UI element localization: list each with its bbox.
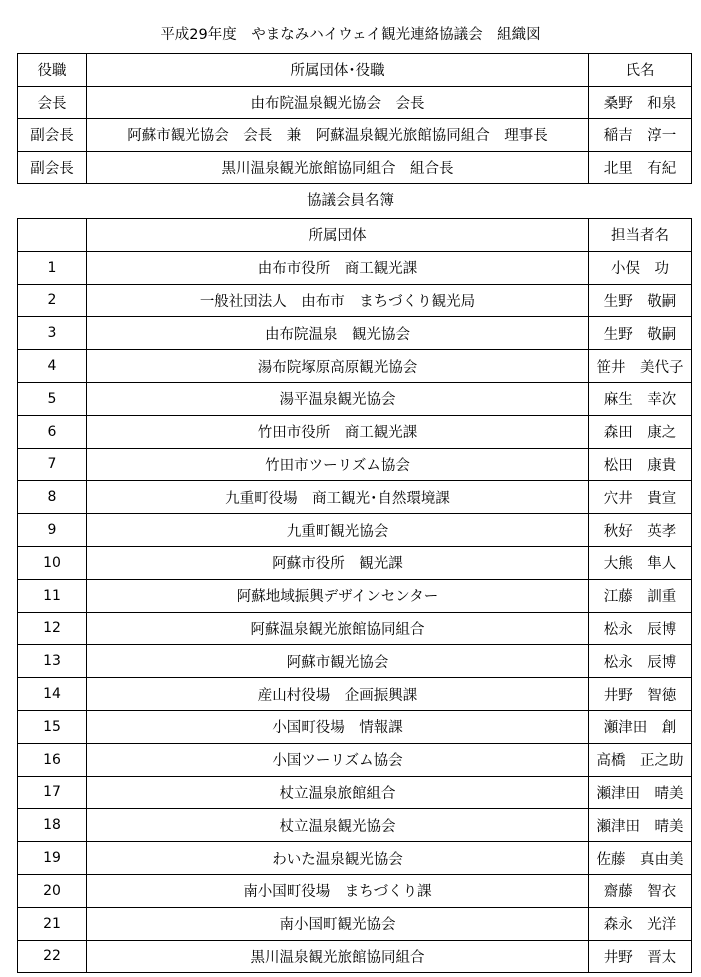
- member-contact-name: 小俣 功: [589, 251, 692, 284]
- member-org: 黒川温泉観光旅館協同組合: [87, 940, 589, 973]
- member-contact-name: 井野 智徳: [589, 678, 692, 711]
- member-org: 阿蘇市観光協会: [87, 645, 589, 678]
- member-org: 湯布院塚原高原観光協会: [87, 350, 589, 383]
- table-row: [18, 612, 692, 645]
- table-row: [18, 678, 692, 711]
- member-number: 3: [18, 317, 87, 350]
- page-title: 平成29年度 やまなみハイウェイ観光連絡協議会 組織図: [160, 27, 541, 43]
- member-number: 9: [18, 514, 87, 547]
- member-contact-name: 瀬津田 創: [589, 710, 692, 743]
- table-row: [18, 86, 692, 119]
- member-contact-name: 穴井 貴宣: [589, 481, 692, 514]
- table-row: [18, 743, 692, 776]
- officers-table: [17, 53, 692, 184]
- table-row: [18, 415, 692, 448]
- member-number: 5: [18, 382, 87, 415]
- officer-role: 会長: [18, 86, 87, 119]
- member-number: 11: [18, 579, 87, 612]
- member-contact-name: 笹井 美代子: [589, 350, 692, 383]
- member-number: 8: [18, 481, 87, 514]
- member-org: 阿蘇市役所 観光課: [87, 546, 589, 579]
- member-org: 竹田市ツーリズム協会: [87, 448, 589, 481]
- table-row: [18, 645, 692, 678]
- table-row: [18, 546, 692, 579]
- table-row: [18, 940, 692, 973]
- members-title: 協議会員名簿: [307, 193, 394, 209]
- member-number: 4: [18, 350, 87, 383]
- member-number: 12: [18, 612, 87, 645]
- member-number: 20: [18, 874, 87, 907]
- member-org: 南小国町役場 まちづくり課: [87, 874, 589, 907]
- member-number: 14: [18, 678, 87, 711]
- member-org: 阿蘇地域振興デザインセンター: [87, 579, 589, 612]
- table-row: [18, 151, 692, 184]
- member-org: 小国町役場 情報課: [87, 710, 589, 743]
- member-org: 産山村役場 企画振興課: [87, 678, 589, 711]
- officer-role: 副会長: [18, 119, 87, 152]
- member-number: 19: [18, 842, 87, 875]
- member-number: 21: [18, 907, 87, 940]
- member-contact-name: 佐藤 真由美: [589, 842, 692, 875]
- officer-org: 阿蘇市観光協会 会長 兼 阿蘇温泉観光旅館協同組合 理事長: [87, 119, 589, 152]
- officer-role: 副会長: [18, 151, 87, 184]
- member-number: 6: [18, 415, 87, 448]
- table-row: [18, 874, 692, 907]
- member-number: 1: [18, 251, 87, 284]
- table-row: [18, 251, 692, 284]
- member-org: 小国ツーリズム協会: [87, 743, 589, 776]
- table-row: [18, 579, 692, 612]
- officer-name: 北里 有紀: [589, 151, 692, 184]
- member-contact-name: 森田 康之: [589, 415, 692, 448]
- member-org: 南小国町観光協会: [87, 907, 589, 940]
- officer-org: 由布院温泉観光協会 会長: [87, 86, 589, 119]
- member-org: 九重町観光協会: [87, 514, 589, 547]
- member-org: 由布院温泉 観光協会: [87, 317, 589, 350]
- header-org-role: 所属団体･役職: [87, 54, 589, 87]
- member-org: わいた温泉観光協会: [87, 842, 589, 875]
- member-contact-name: 秋好 英孝: [589, 514, 692, 547]
- table-header-row: [18, 219, 692, 252]
- member-contact-name: 大熊 隼人: [589, 546, 692, 579]
- member-number: 22: [18, 940, 87, 973]
- member-number: 15: [18, 710, 87, 743]
- table-header-row: [18, 54, 692, 87]
- member-number: 17: [18, 776, 87, 809]
- member-contact-name: 森永 光洋: [589, 907, 692, 940]
- member-number: 13: [18, 645, 87, 678]
- member-contact-name: 生野 敬嗣: [589, 284, 692, 317]
- table-row: [18, 907, 692, 940]
- header-role: 役職: [18, 54, 87, 87]
- member-number: 7: [18, 448, 87, 481]
- table-row: [18, 481, 692, 514]
- member-number: 10: [18, 546, 87, 579]
- header-number: [18, 219, 87, 252]
- table-row: [18, 350, 692, 383]
- table-row: [18, 448, 692, 481]
- member-contact-name: 生野 敬嗣: [589, 317, 692, 350]
- member-contact-name: 麻生 幸次: [589, 382, 692, 415]
- member-number: 2: [18, 284, 87, 317]
- member-contact-name: 松永 辰博: [589, 612, 692, 645]
- table-row: [18, 776, 692, 809]
- member-org: 竹田市役所 商工観光課: [87, 415, 589, 448]
- member-contact-name: 高橋 正之助: [589, 743, 692, 776]
- header-contact-name: 担当者名: [589, 219, 692, 252]
- members-table: [17, 218, 692, 973]
- member-contact-name: 瀬津田 晴美: [589, 809, 692, 842]
- member-contact-name: 瀬津田 晴美: [589, 776, 692, 809]
- table-row: [18, 317, 692, 350]
- member-contact-name: 井野 晋太: [589, 940, 692, 973]
- table-row: [18, 710, 692, 743]
- table-row: [18, 284, 692, 317]
- header-org: 所属団体: [87, 219, 589, 252]
- table-row: [18, 842, 692, 875]
- member-number: 18: [18, 809, 87, 842]
- officer-name: 稲吉 淳一: [589, 119, 692, 152]
- officer-org: 黒川温泉観光旅館協同組合 組合長: [87, 151, 589, 184]
- member-org: 阿蘇温泉観光旅館協同組合: [87, 612, 589, 645]
- table-row: [18, 382, 692, 415]
- member-contact-name: 松永 辰博: [589, 645, 692, 678]
- officer-name: 桑野 和泉: [589, 86, 692, 119]
- member-org: 杖立温泉観光協会: [87, 809, 589, 842]
- table-row: [18, 809, 692, 842]
- member-contact-name: 齋藤 智衣: [589, 874, 692, 907]
- member-org: 湯平温泉観光協会: [87, 382, 589, 415]
- header-name: 氏名: [589, 54, 692, 87]
- member-org: 由布市役所 商工観光課: [87, 251, 589, 284]
- member-org: 杖立温泉旅館組合: [87, 776, 589, 809]
- member-number: 16: [18, 743, 87, 776]
- member-contact-name: 松田 康貴: [589, 448, 692, 481]
- table-row: [18, 119, 692, 152]
- member-contact-name: 江藤 訓重: [589, 579, 692, 612]
- member-org: 九重町役場 商工観光･自然環境課: [87, 481, 589, 514]
- table-row: [18, 514, 692, 547]
- member-org: 一般社団法人 由布市 まちづくり観光局: [87, 284, 589, 317]
